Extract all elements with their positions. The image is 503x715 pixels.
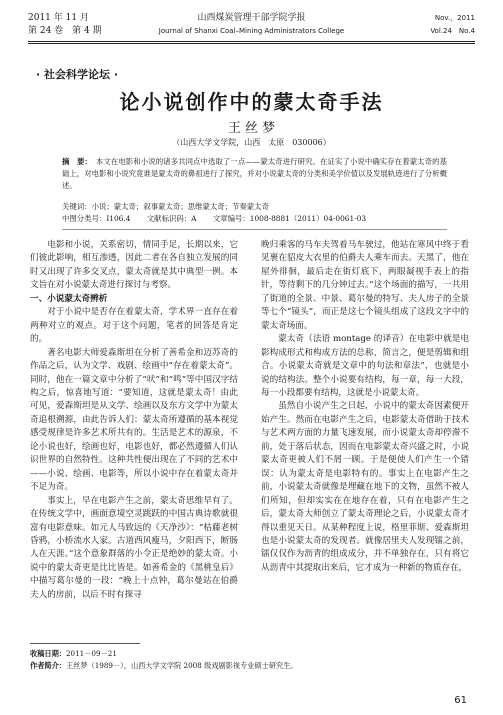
section-tag: · 社会科学论坛 · xyxy=(36,68,119,81)
received-label: 收稿日期： xyxy=(30,649,66,658)
body-column-left xyxy=(30,239,238,602)
author-affiliation: （山西大学文学院，山西 太原 030006） xyxy=(172,138,331,147)
body-paragraph: 著名电影大师爱森斯坦在分析了善希金和迈苏奇的作品之后，认为文学、戏剧、绘画中“存在着蒙太奇”。同时，他在一篇文章中分析了“吠”和“鸣”等中国汉字结构之后，惊喜地写道：“要知道，这就是蒙太奇！由此可见，爱森斯坦是从文学、绘画以及东方文学中为蒙太奇追根溯源，由此告诉人们：蒙太奇所遵循的基本视觉感受规律是许多艺术所共有的。生活是艺术的源泉，不论小说也好，绘画也好，电影也好，都必然遵循人们认识世界的自然特性。这种共性便出现在了不同的艺术中——小说、绘画、电影等，所以小说中存在着蒙太奇并不足为奇。 xyxy=(30,347,238,493)
author-bio-label: 作者简介： xyxy=(30,661,66,670)
abstract-label: 摘 要： xyxy=(62,157,92,166)
author-name: 王 丝 梦 xyxy=(227,121,276,136)
header-date-en: Nov.，2011 xyxy=(434,14,475,22)
keywords xyxy=(62,201,447,212)
body-paragraph: 事实上，早在电影产生之前，蒙太奇思维早有了。在传统文学中，画面意境空灵跳跃的中国古典诗歌就很富有电影意味。如元人马致远的《天净沙》：“枯藤老树昏鸦，小桥流水人家。古道西风瘦马，夕阳西下，断肠人在天涯。”这个意象群落的小令正是绝妙的蒙太奇。小说中的蒙太奇更是比比皆是。如善希金的《黑桃皇后》中描写葛尔曼的一段：“晚上十点钟，葛尔曼站在伯爵夫人的房前，以后不时有探寻 xyxy=(30,495,238,600)
document-code: 文献标识码：A xyxy=(146,214,197,223)
body-paragraph: 晚归乘客的马车夫驾着马车驶过，他站在寒风中终于看见裹在貂皮大衣里的伯爵夫人乘车而去。天黑了，他在屋外徘徊，最后走在街灯底下，两眼凝视手表上的指针，等待剩下的几分钟过去。”这个场面的描写，一共用了街道的全景、中景、葛尔曼的特写、夫人房子的全景等七个“镜头”，而正是这七个镜头组成了这段文字中的蒙太奇场面。 xyxy=(261,240,469,331)
body-paragraph: 电影和小说，关系密切，情同手足，长期以来，它们彼此影响，相互渗透，因此二者在各自独立发展的同时又出现了许多交叉点，蒙太奇就是其中典型一例。本文旨在对小说蒙太奇进行探讨与考察。 xyxy=(30,240,238,291)
header-volume-cn: 第 24 卷 第 4 期 xyxy=(28,26,102,36)
section-heading: 一、小说蒙太奇辨析 xyxy=(30,293,108,304)
header-rule-top xyxy=(28,41,475,42)
clc-number: 中图分类号：I106.4 xyxy=(62,214,131,223)
header-volume-en: Vol.24 No.4 xyxy=(430,27,475,35)
keywords-text: 小说；蒙太奇；叙事蒙太奇；思维蒙太奇；节奏蒙太奇 xyxy=(91,202,269,211)
footnote-author xyxy=(30,660,470,671)
article-number: 文章编号：1008-8881（2011）04-0061-03 xyxy=(212,214,367,223)
abstract-text: 本文在电影和小说的诸多共同点中选取了一点——蒙太奇进行研究。在证实了小说中确实存在着蒙太奇的基础上，对电影和小说究竟谁是蒙太奇的鼻祖进行了探究，并对小说蒙太奇的分类和美学价值以及发展轨迹进行了分析概述。 xyxy=(62,157,447,190)
body-column-right xyxy=(261,239,469,575)
header-rule-bottom xyxy=(28,43,475,44)
header-journal-cn: 山西煤炭管理干部学院学报 xyxy=(197,13,306,23)
abstract xyxy=(62,156,447,191)
footnote-rule xyxy=(30,643,140,644)
page-number: 61 xyxy=(454,695,467,706)
article-title: 论小说创作中的蒙太奇手法 xyxy=(119,90,384,114)
body-paragraph: 对于小说中是否存在着蒙太奇，学术界一直存在着两种对立的观点。对于这个问题，笔者的回答是肯定的。 xyxy=(30,307,238,345)
body-paragraph: 蒙太奇（法语 montage 的译音）在电影中就是电影构成形式和构成方法的总称，简言之，便是剪辑和组合。小说蒙太奇就是文章中的句法和章法”，也就是小说的结构法。整个小说要有结构，每一章，每一大段，每一小段都要有结构，这就是小说蒙太奇。 xyxy=(261,334,469,398)
running-header xyxy=(28,12,475,38)
abstract-divider xyxy=(62,229,447,230)
footnote-received xyxy=(30,648,470,659)
author-bio: 王丝梦（1989－），山西大学文学院 2008 级戏剧影视专业硕士研究生。 xyxy=(65,661,298,670)
header-date: 2011 年 11 月 xyxy=(28,13,89,23)
received-date: 2011－09－21 xyxy=(65,649,117,658)
keywords-label: 关键词： xyxy=(62,202,92,211)
body-paragraph: 虽然自小说产生之日起，小说中的蒙太奇因素便开始产生。然而在电影产生之后，电影蒙太奇借助于技术与艺术两方面的力量飞速发展，而小说蒙太奇却停滞不前，处于落后状态，因而在电影蒙太奇兴盛之时，小说蒙太奇更被人们不屑一顾。于是便使人们产生一个错误：认为蒙太奇是电影特有的。事实上在电影产生之前，小说蒙太奇就像是埋藏在地下的文物，虽然不被人们所知，但却实实在在地存在着，只有在电影产生之后，蒙太奇大师创立了蒙太奇理论之后，小说蒙太奇才得以重见天日。从某种程度上说，格里菲斯、爱森斯坦也是小说蒙太奇的发现者。就像居里夫人发现镭之前，镭仅仅作为沥青的组成成分，并不单独存在，只有将它从沥青中其提取出来后，它才成为一种新的物质存在， xyxy=(261,401,469,573)
classification-line xyxy=(62,213,447,224)
header-journal-en: Journal of Shanxi Coal–Mining Administrators College xyxy=(158,27,345,35)
